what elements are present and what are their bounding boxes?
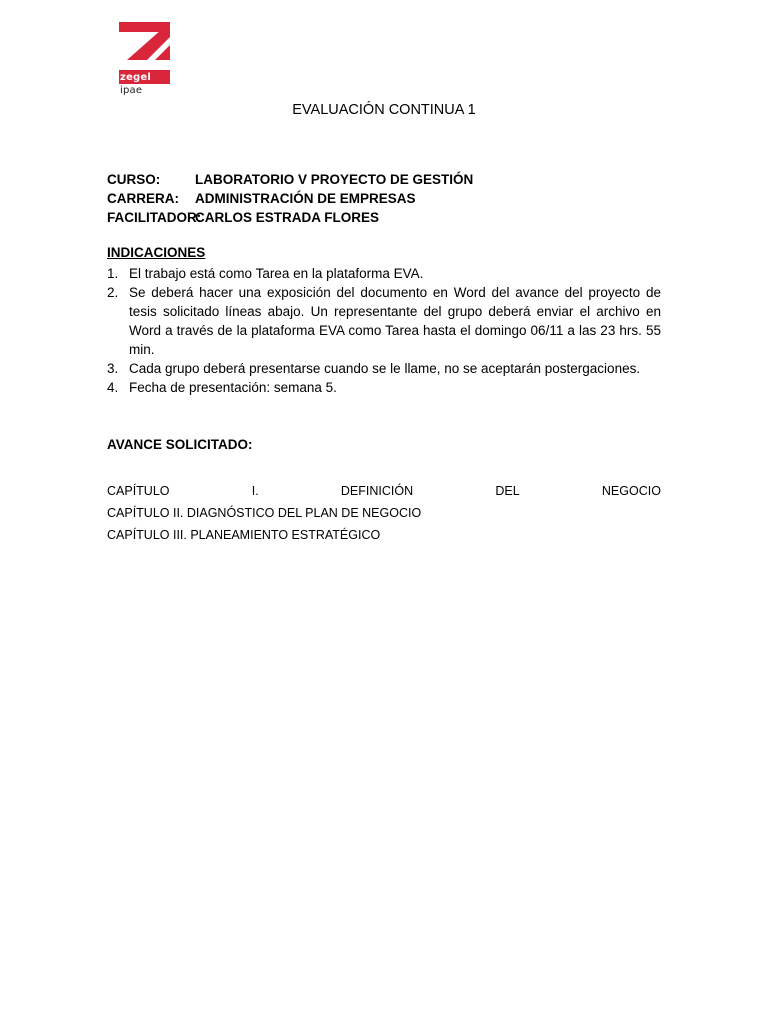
- list-text: Cada grupo deberá presentarse cuando se le llame, no se aceptarán postergaciones.: [129, 361, 641, 376]
- logo-text-ipae: ipae: [120, 85, 143, 96]
- meta-row-curso: [107, 170, 473, 189]
- logo-text-zegel: zegel: [120, 72, 151, 83]
- chapter-1: [107, 480, 661, 502]
- meta-value: ADMINISTRACIÓN DE EMPRESAS: [195, 191, 416, 206]
- list-text: El trabajo está como Tarea en la plataforma EVA.: [129, 266, 424, 281]
- chapter-2: CAPÍTULO II. DIAGNÓSTICO DEL PLAN DE NEGOCIO: [107, 506, 422, 520]
- chapter-1-word: DEL: [495, 484, 520, 498]
- list-text: Se deberá hacer una exposición del documento en Word del avance del proyecto de tesis solicitado líneas abajo. Un representante del grupo deberá enviar el archivo en Word a través de la plataforma EVA como Tarea hasta el domingo 06/11 a las 23 hrs. 55 min.: [129, 285, 661, 357]
- meta-value: LABORATORIO V PROYECTO DE GESTIÓN: [195, 172, 474, 187]
- avance-heading: AVANCE SOLICITADO:: [107, 437, 253, 452]
- indicaciones-heading: INDICACIONES: [107, 245, 206, 260]
- list-text: Fecha de presentación: semana 5.: [129, 380, 337, 395]
- list-number: 3.: [107, 361, 119, 376]
- indicaciones-list: [107, 264, 661, 397]
- course-metadata: [107, 170, 473, 227]
- document-title: EVALUACIÓN CONTINUA 1: [292, 102, 476, 118]
- meta-label: FACILITADOR:: [107, 210, 202, 225]
- meta-label: CARRERA:: [107, 191, 179, 206]
- chapter-1-word: DEFINICIÓN: [340, 484, 414, 498]
- list-item: [107, 264, 661, 283]
- list-number: 2.: [107, 285, 119, 300]
- zegel-ipae-logo: [107, 12, 181, 106]
- meta-value: CARLOS ESTRADA FLORES: [195, 210, 380, 225]
- list-item: [107, 359, 661, 378]
- chapter-1-word: CAPÍTULO: [107, 484, 170, 498]
- chapter-1-word: NEGOCIO: [601, 484, 661, 498]
- zegel-logo-mark-icon: [107, 12, 181, 106]
- list-item: [107, 283, 661, 359]
- list-number: 1.: [107, 266, 119, 281]
- list-number: 4.: [107, 380, 119, 395]
- chapter-list: [107, 480, 661, 546]
- meta-row-facilitador: [107, 208, 473, 227]
- meta-label: CURSO:: [107, 172, 161, 187]
- list-item: [107, 378, 661, 397]
- chapter-3: CAPÍTULO III. PLANEAMIENTO ESTRATÉGICO: [107, 528, 381, 542]
- chapter-1-word: I.: [251, 484, 259, 498]
- meta-row-carrera: [107, 189, 473, 208]
